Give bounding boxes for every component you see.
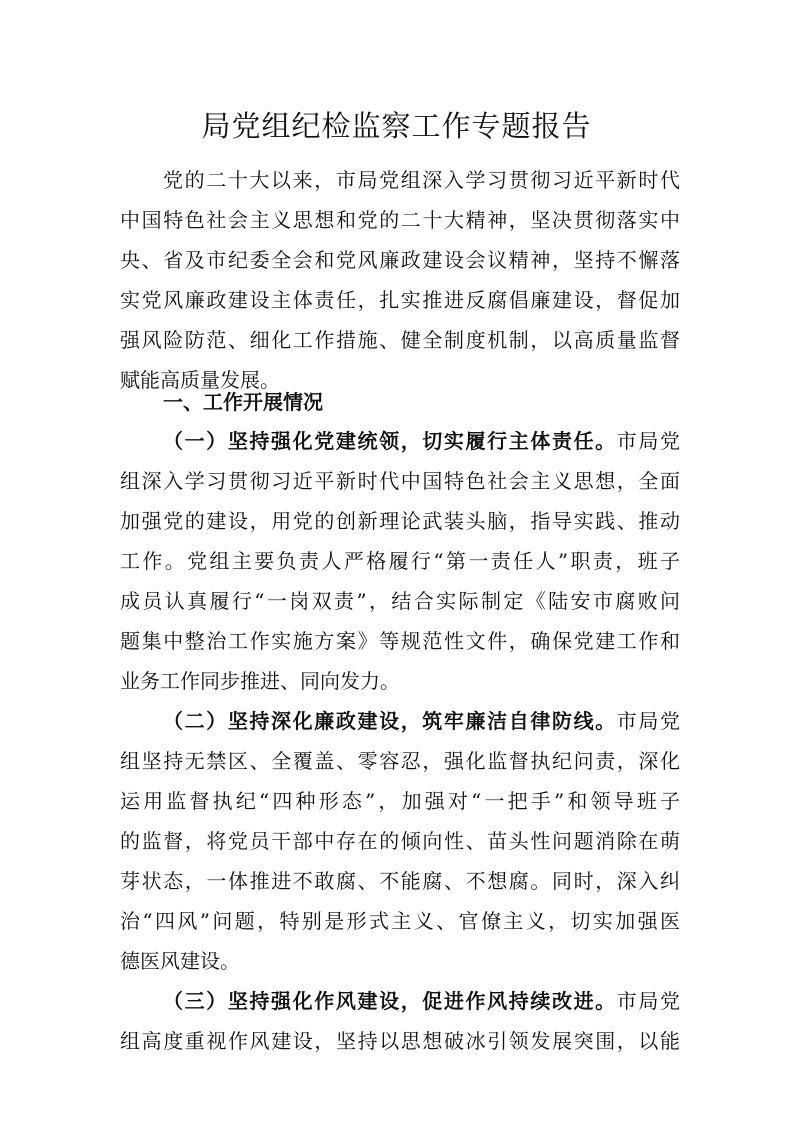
sub2-first-rest: 市局党 bbox=[616, 709, 680, 733]
sub1-line-3: 加强党的建设，用党的创新理论武装头脑，指导实践、推动 bbox=[120, 509, 680, 533]
sub1-line-7: 业务工作同步推进、同向发力。 bbox=[120, 669, 400, 693]
sub1-line-4: 工作。党组主要负责人严格履行“第一责任人”职责，班子 bbox=[120, 549, 680, 573]
sub1-line-2: 组深入学习贯彻习近平新时代中国特色社会主义思想，全面 bbox=[120, 469, 680, 493]
intro-line-4: 实党风廉政建设主体责任，扎实推进反腐倡廉建设，督促加 bbox=[120, 288, 680, 312]
sub2-line-2: 组坚持无禁区、全覆盖、零容忍，强化监督执纪问责，深化 bbox=[120, 749, 680, 773]
sub1-lead: （一）坚持强化党建统领，切实履行主体责任。 bbox=[163, 429, 617, 453]
sub2-line-6: 治“四风”问题，特别是形式主义、官僚主义，切实加强医 bbox=[120, 909, 680, 933]
intro-line-6: 赋能高质量发展。 bbox=[120, 368, 280, 392]
intro-line-2: 中国特色社会主义思想和党的二十大精神，坚决贯彻落实中 bbox=[120, 208, 680, 232]
intro-line-5: 强风险防范、细化工作措施、健全制度机制，以高质量监督 bbox=[120, 328, 680, 352]
sub3-lead: （三）坚持强化作风建设，促进作风持续改进。 bbox=[163, 989, 617, 1013]
sub3-first-rest: 市局党 bbox=[616, 989, 680, 1013]
sub1-first-line bbox=[163, 424, 680, 458]
intro-line-1: 党的二十大以来，市局党组深入学习贯彻习近平新时代 bbox=[163, 168, 680, 192]
document-title: 局党组纪检监察工作专题报告 bbox=[201, 109, 592, 143]
sub2-first-line bbox=[163, 704, 680, 738]
intro-line-3: 央、省及市纪委全会和党风廉政建设会议精神，坚持不懈落 bbox=[120, 248, 680, 272]
sub2-line-5: 芽状态，一体推进不敢腐、不能腐、不想腐。同时，深入纠 bbox=[120, 869, 680, 893]
sub3-line-2: 组高度重视作风建设，坚持以思想破冰引领发展突围，以能 bbox=[120, 1029, 680, 1053]
sub2-line-4: 的监督，将党员干部中存在的倾向性、苗头性问题消除在萌 bbox=[120, 829, 680, 853]
sub3-first-line bbox=[163, 984, 680, 1018]
sub2-line-7: 德医风建设。 bbox=[120, 949, 240, 973]
sub1-first-rest: 市局党 bbox=[616, 429, 680, 453]
sub1-line-5: 成员认真履行“一岗双责”，结合实际制定《陆安市腐败问 bbox=[120, 589, 680, 613]
sub2-lead: （二）坚持深化廉政建设，筑牢廉洁自律防线。 bbox=[163, 709, 617, 733]
sub1-line-6: 题集中整治工作实施方案》等规范性文件，确保党建工作和 bbox=[120, 629, 680, 653]
section-heading: 一、工作开展情况 bbox=[163, 390, 323, 414]
sub2-line-3: 运用监督执纪“四种形态”，加强对“一把手”和领导班子 bbox=[120, 789, 680, 813]
